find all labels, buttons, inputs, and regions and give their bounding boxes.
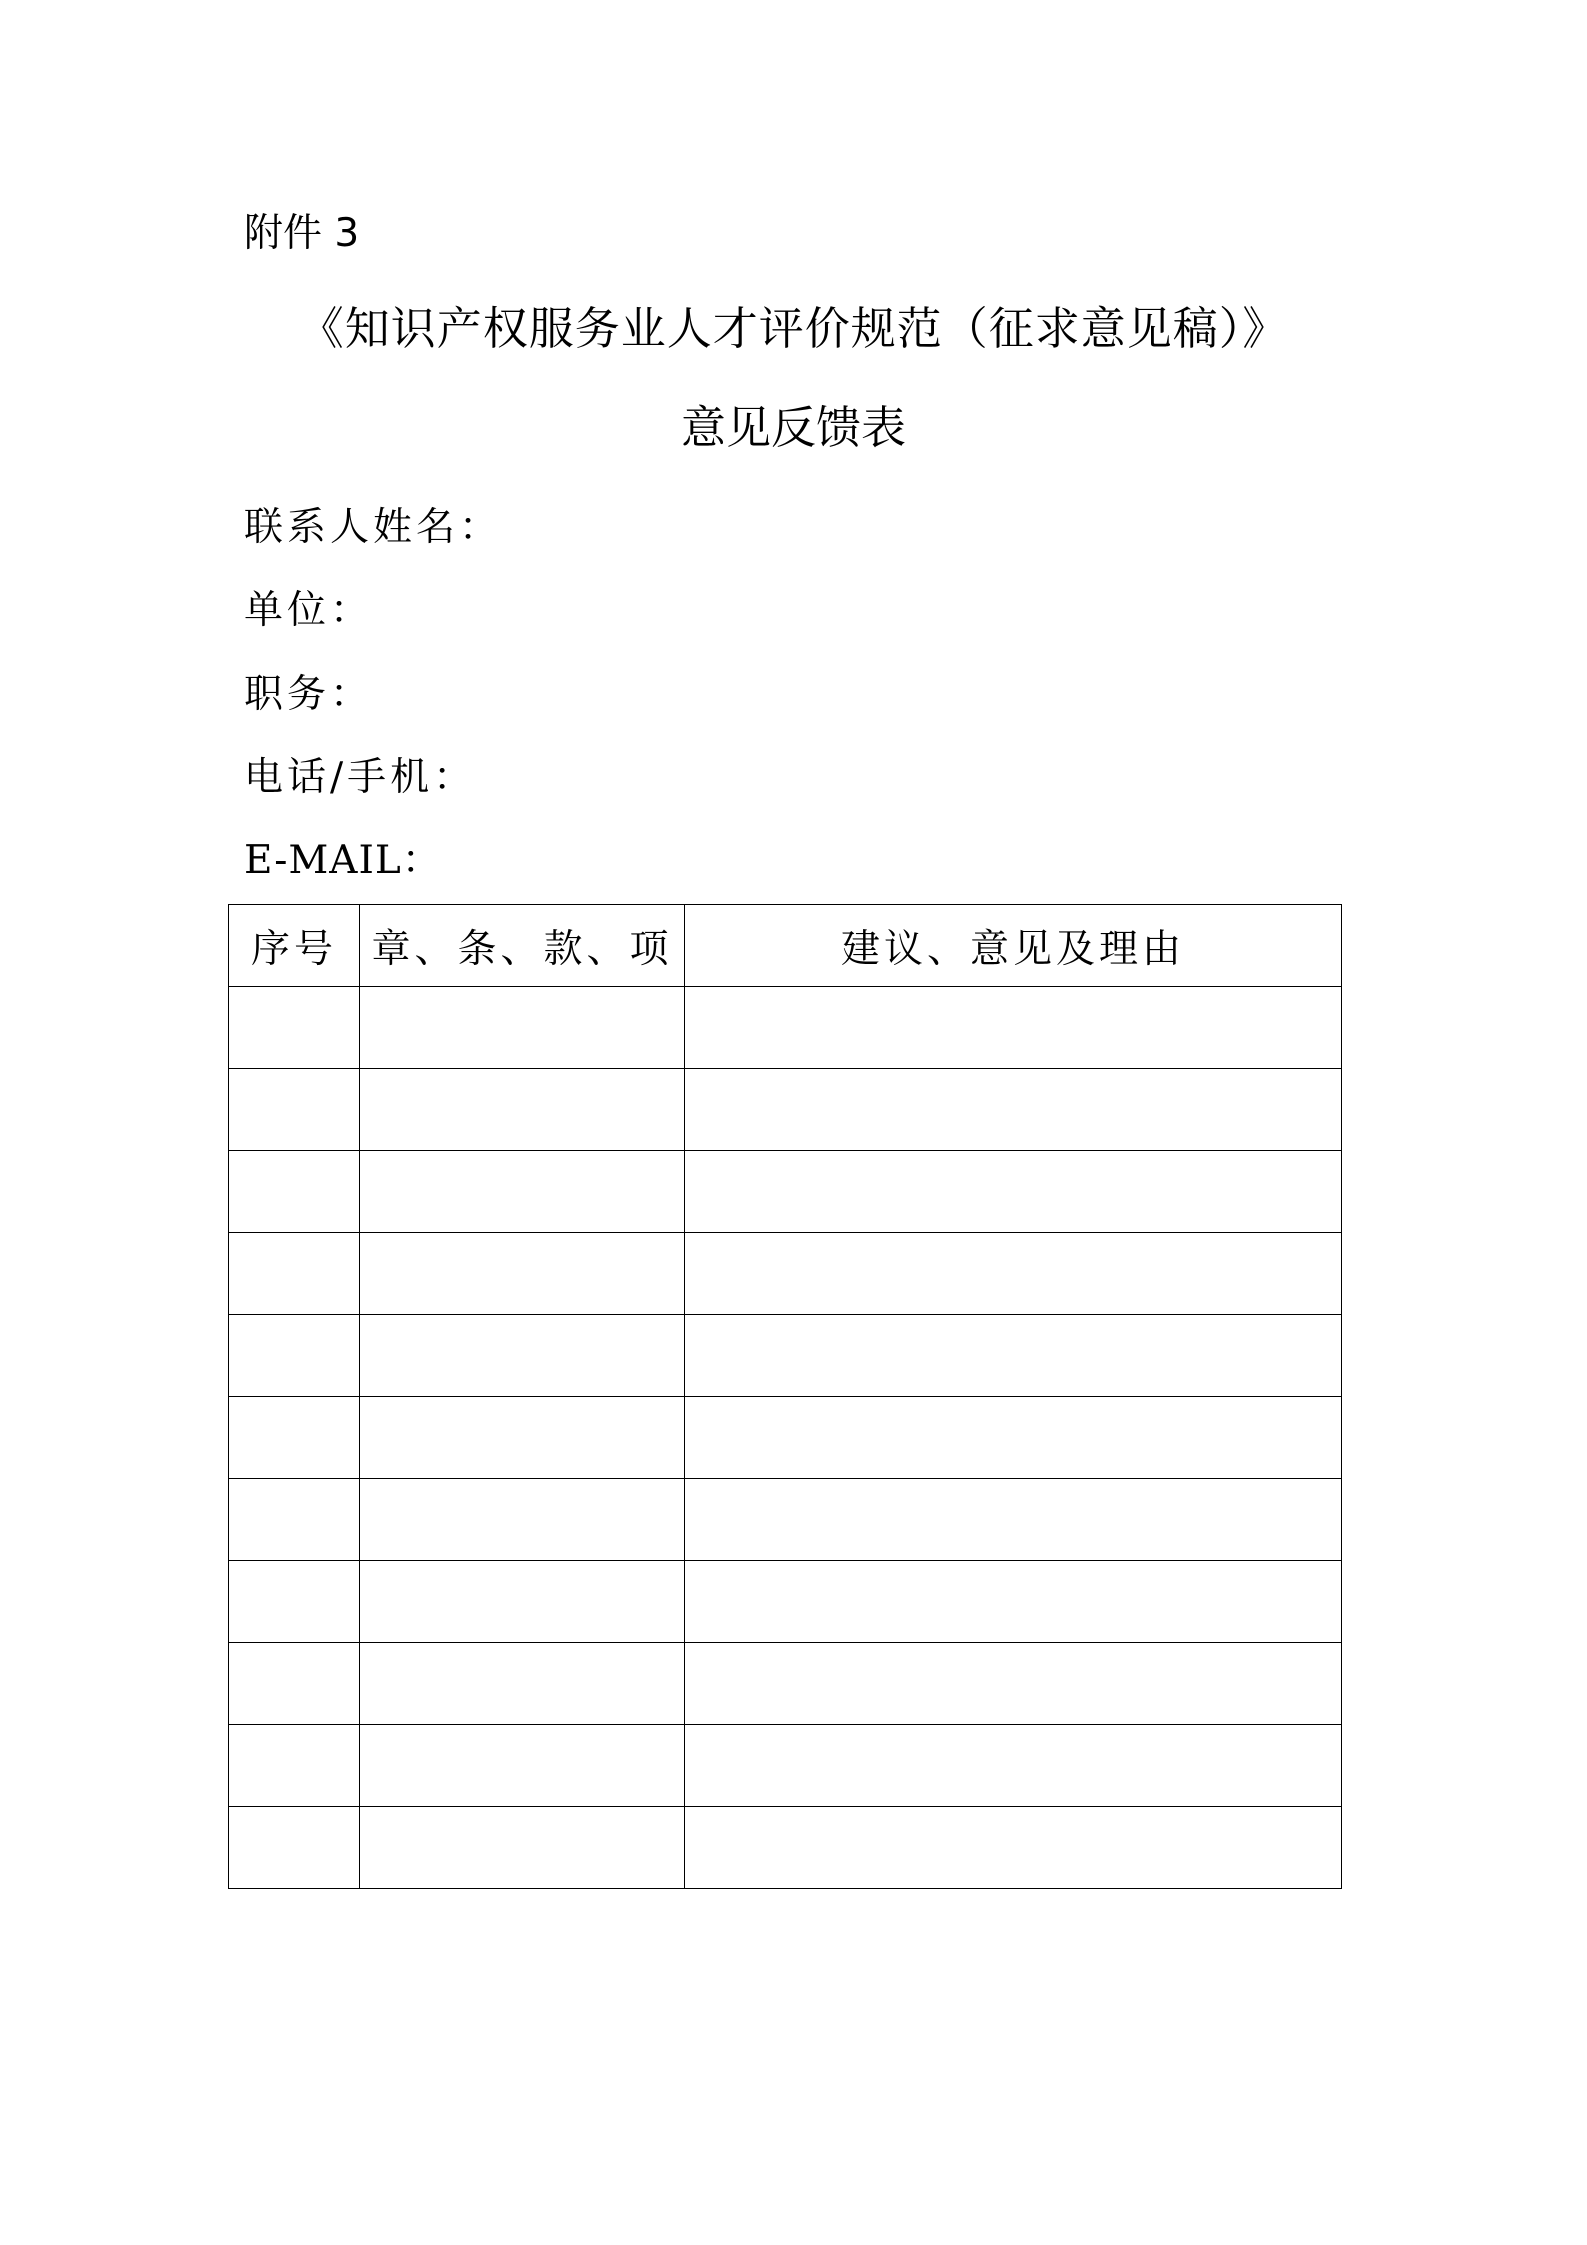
cell-clause[interactable] bbox=[360, 1807, 685, 1889]
table-row bbox=[229, 1151, 1342, 1233]
cell-clause[interactable] bbox=[360, 1725, 685, 1807]
cell-serial-number[interactable] bbox=[229, 1069, 360, 1151]
field-label: 职务： bbox=[244, 672, 374, 717]
table-header-row bbox=[229, 905, 1342, 987]
cell-clause[interactable] bbox=[360, 1397, 685, 1479]
contact-name-field[interactable] bbox=[244, 500, 502, 556]
cell-clause[interactable] bbox=[360, 1561, 685, 1643]
cell-suggestion[interactable] bbox=[685, 1561, 1342, 1643]
cell-serial-number[interactable] bbox=[229, 1643, 360, 1725]
email-field[interactable] bbox=[244, 833, 442, 889]
cell-clause[interactable] bbox=[360, 1643, 685, 1725]
table-row bbox=[229, 1315, 1342, 1397]
organization-field[interactable] bbox=[244, 583, 373, 639]
cell-suggestion[interactable] bbox=[685, 1807, 1342, 1889]
field-label: E-MAIL： bbox=[244, 838, 442, 883]
header-serial-number: 序号 bbox=[229, 905, 360, 987]
cell-serial-number[interactable] bbox=[229, 1807, 360, 1889]
field-label: 联系人姓名： bbox=[244, 505, 503, 550]
feedback-table bbox=[228, 904, 1342, 1889]
position-field[interactable] bbox=[244, 667, 373, 723]
cell-clause[interactable] bbox=[360, 987, 685, 1069]
cell-clause[interactable] bbox=[360, 1233, 685, 1315]
cell-suggestion[interactable] bbox=[685, 1479, 1342, 1561]
cell-clause[interactable] bbox=[360, 1069, 685, 1151]
cell-serial-number[interactable] bbox=[229, 987, 360, 1069]
attachment-label: 附件 3 bbox=[244, 211, 360, 256]
table-row bbox=[229, 1561, 1342, 1643]
document-title: 《知识产权服务业人才评价规范（征求意见稿）》 bbox=[298, 302, 1289, 355]
cell-clause[interactable] bbox=[360, 1315, 685, 1397]
cell-serial-number[interactable] bbox=[229, 1725, 360, 1807]
table-row bbox=[229, 1479, 1342, 1561]
cell-serial-number[interactable] bbox=[229, 1479, 360, 1561]
cell-serial-number[interactable] bbox=[229, 1233, 360, 1315]
cell-serial-number[interactable] bbox=[229, 1561, 360, 1643]
cell-suggestion[interactable] bbox=[685, 1315, 1342, 1397]
document-subtitle: 意见反馈表 bbox=[680, 401, 906, 454]
table-row bbox=[229, 1725, 1342, 1807]
cell-serial-number[interactable] bbox=[229, 1397, 360, 1479]
cell-suggestion[interactable] bbox=[685, 1643, 1342, 1725]
cell-suggestion[interactable] bbox=[685, 987, 1342, 1069]
cell-suggestion[interactable] bbox=[685, 1725, 1342, 1807]
table-body bbox=[229, 987, 1342, 1889]
field-label: 单位： bbox=[244, 588, 374, 633]
phone-field[interactable] bbox=[244, 750, 476, 806]
cell-clause[interactable] bbox=[360, 1151, 685, 1233]
cell-suggestion[interactable] bbox=[685, 1069, 1342, 1151]
table-row bbox=[229, 1397, 1342, 1479]
table-row bbox=[229, 1069, 1342, 1151]
table-row bbox=[229, 987, 1342, 1069]
cell-suggestion[interactable] bbox=[685, 1233, 1342, 1315]
cell-clause[interactable] bbox=[360, 1479, 685, 1561]
table-row bbox=[229, 1643, 1342, 1725]
cell-serial-number[interactable] bbox=[229, 1151, 360, 1233]
field-label: 电话/手机： bbox=[244, 755, 477, 800]
cell-suggestion[interactable] bbox=[685, 1397, 1342, 1479]
table-row bbox=[229, 1807, 1342, 1889]
header-clause: 章、条、款、项 bbox=[360, 905, 685, 987]
header-suggestion: 建议、意见及理由 bbox=[685, 905, 1342, 987]
table-row bbox=[229, 1233, 1342, 1315]
cell-suggestion[interactable] bbox=[685, 1151, 1342, 1233]
cell-serial-number[interactable] bbox=[229, 1315, 360, 1397]
